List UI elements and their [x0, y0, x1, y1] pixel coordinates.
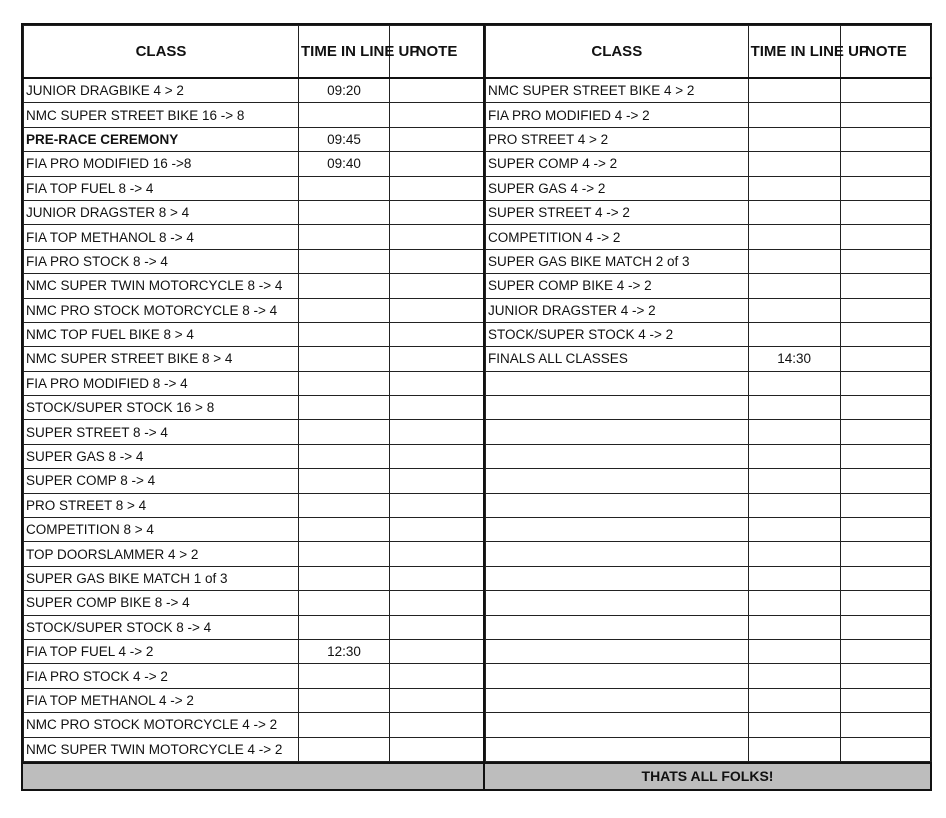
time-column-header: TIME IN LINE UP	[748, 26, 840, 79]
note-cell	[390, 347, 484, 371]
class-cell: STOCK/SUPER STOCK 8 -> 4	[24, 615, 299, 639]
time-cell	[748, 737, 840, 761]
left-schedule-table	[23, 25, 484, 762]
note-cell	[390, 103, 484, 127]
time-cell: 12:30	[299, 639, 390, 663]
note-cell	[840, 518, 931, 542]
class-cell	[486, 566, 749, 590]
note-cell	[390, 737, 484, 761]
schedule-row	[486, 78, 932, 103]
class-cell: SUPER COMP 4 -> 2	[486, 152, 749, 176]
time-cell	[748, 152, 840, 176]
time-cell	[748, 566, 840, 590]
class-cell: FIA PRO MODIFIED 16 ->8	[24, 152, 299, 176]
note-cell	[840, 664, 931, 688]
schedule-row	[24, 127, 484, 151]
class-cell	[486, 615, 749, 639]
note-cell	[840, 615, 931, 639]
class-cell	[486, 591, 749, 615]
schedule-row	[486, 298, 932, 322]
time-cell	[748, 249, 840, 273]
class-cell: JUNIOR DRAGSTER 4 -> 2	[486, 298, 749, 322]
class-cell: SUPER STREET 4 -> 2	[486, 200, 749, 224]
note-cell	[390, 688, 484, 712]
note-cell	[390, 225, 484, 249]
class-cell	[486, 518, 749, 542]
note-cell	[840, 152, 931, 176]
schedule-row	[24, 615, 484, 639]
schedule-row	[486, 518, 932, 542]
note-cell	[390, 78, 484, 103]
time-cell	[748, 542, 840, 566]
schedule-row	[24, 298, 484, 322]
note-cell	[390, 542, 484, 566]
time-cell	[299, 591, 390, 615]
schedule-row	[486, 566, 932, 590]
schedule-row	[486, 322, 932, 346]
schedule-row	[24, 420, 484, 444]
left-schedule-panel	[23, 25, 483, 762]
time-cell	[748, 176, 840, 200]
schedule-row	[24, 274, 484, 298]
schedule-row	[24, 78, 484, 103]
class-cell	[486, 713, 749, 737]
time-cell	[299, 493, 390, 517]
schedule-row	[24, 152, 484, 176]
note-cell	[390, 127, 484, 151]
note-cell	[840, 78, 931, 103]
right-header-row	[486, 26, 932, 79]
class-cell: SUPER STREET 8 -> 4	[24, 420, 299, 444]
note-cell	[390, 396, 484, 420]
time-cell	[299, 176, 390, 200]
class-cell	[486, 688, 749, 712]
schedule-row	[24, 469, 484, 493]
class-cell: SUPER COMP 8 -> 4	[24, 469, 299, 493]
time-cell	[299, 444, 390, 468]
time-cell	[299, 225, 390, 249]
time-cell: 14:30	[748, 347, 840, 371]
note-cell	[840, 127, 931, 151]
schedule-row	[486, 737, 932, 761]
time-cell	[748, 688, 840, 712]
note-cell	[390, 566, 484, 590]
time-cell	[748, 615, 840, 639]
time-cell	[748, 469, 840, 493]
schedule-row	[24, 566, 484, 590]
schedule-row	[486, 713, 932, 737]
schedule-row	[486, 542, 932, 566]
note-cell	[840, 249, 931, 273]
note-cell	[840, 542, 931, 566]
class-cell: PRE-RACE CEREMONY	[24, 127, 299, 151]
schedule-row	[486, 493, 932, 517]
class-cell	[486, 493, 749, 517]
time-cell	[299, 396, 390, 420]
schedule-row	[486, 152, 932, 176]
time-cell	[299, 469, 390, 493]
note-cell	[390, 493, 484, 517]
note-cell	[840, 274, 931, 298]
note-cell	[840, 639, 931, 663]
schedule-row	[24, 664, 484, 688]
note-column-header: NOTE	[390, 26, 484, 79]
class-cell: NMC SUPER STREET BIKE 16 -> 8	[24, 103, 299, 127]
schedule-row	[486, 591, 932, 615]
class-cell: PRO STREET 8 > 4	[24, 493, 299, 517]
time-cell	[299, 518, 390, 542]
schedule-row	[486, 615, 932, 639]
schedule-row	[486, 347, 932, 371]
schedule-row	[24, 200, 484, 224]
right-schedule-panel	[483, 25, 932, 762]
schedule-row	[24, 396, 484, 420]
note-cell	[390, 298, 484, 322]
schedule-row	[24, 347, 484, 371]
class-cell: FINALS ALL CLASSES	[486, 347, 749, 371]
time-cell	[299, 200, 390, 224]
class-cell	[486, 664, 749, 688]
class-cell: PRO STREET 4 > 2	[486, 127, 749, 151]
note-cell	[390, 615, 484, 639]
note-cell	[390, 322, 484, 346]
class-cell: COMPETITION 4 -> 2	[486, 225, 749, 249]
time-cell	[299, 542, 390, 566]
schedule-row	[486, 469, 932, 493]
note-cell	[390, 176, 484, 200]
note-cell	[840, 371, 931, 395]
class-cell: SUPER GAS BIKE MATCH 1 of 3	[24, 566, 299, 590]
note-cell	[840, 298, 931, 322]
time-cell	[299, 737, 390, 761]
class-cell	[486, 737, 749, 761]
footer-message: THATS ALL FOLKS!	[641, 768, 774, 784]
note-cell	[840, 469, 931, 493]
time-cell: 09:45	[299, 127, 390, 151]
class-cell: FIA TOP FUEL 4 -> 2	[24, 639, 299, 663]
time-cell	[299, 713, 390, 737]
time-cell	[299, 298, 390, 322]
class-cell: NMC SUPER TWIN MOTORCYCLE 8 -> 4	[24, 274, 299, 298]
class-cell: JUNIOR DRAGBIKE 4 > 2	[24, 78, 299, 103]
note-cell	[390, 469, 484, 493]
time-cell	[748, 225, 840, 249]
time-cell	[748, 103, 840, 127]
time-cell	[748, 78, 840, 103]
class-cell: FIA TOP METHANOL 4 -> 2	[24, 688, 299, 712]
time-cell	[748, 639, 840, 663]
class-cell: SUPER GAS 8 -> 4	[24, 444, 299, 468]
note-cell	[390, 200, 484, 224]
time-cell	[299, 249, 390, 273]
note-cell	[840, 737, 931, 761]
time-cell	[748, 444, 840, 468]
note-cell	[390, 664, 484, 688]
class-cell	[486, 542, 749, 566]
time-cell	[299, 347, 390, 371]
note-cell	[840, 322, 931, 346]
note-cell	[840, 688, 931, 712]
right-schedule-table	[485, 25, 932, 762]
note-cell	[390, 444, 484, 468]
footer-bar	[23, 762, 930, 789]
note-cell	[840, 225, 931, 249]
schedule-row	[486, 176, 932, 200]
class-cell: SUPER GAS 4 -> 2	[486, 176, 749, 200]
time-cell	[748, 420, 840, 444]
time-cell	[748, 664, 840, 688]
class-cell: TOP DOORSLAMMER 4 > 2	[24, 542, 299, 566]
class-cell: NMC PRO STOCK MOTORCYCLE 8 -> 4	[24, 298, 299, 322]
right-schedule-body	[486, 78, 932, 761]
schedule-row	[24, 591, 484, 615]
schedule-row	[486, 200, 932, 224]
schedule-row	[24, 249, 484, 273]
schedule-row	[24, 493, 484, 517]
note-cell	[840, 103, 931, 127]
class-cell: NMC SUPER TWIN MOTORCYCLE 4 -> 2	[24, 737, 299, 761]
schedule-row	[486, 274, 932, 298]
note-column-header: NOTE	[840, 26, 931, 79]
schedule-row	[486, 103, 932, 127]
schedule-row	[24, 713, 484, 737]
note-cell	[390, 420, 484, 444]
schedule-row	[24, 225, 484, 249]
note-cell	[840, 200, 931, 224]
class-cell: FIA TOP METHANOL 8 -> 4	[24, 225, 299, 249]
note-cell	[840, 591, 931, 615]
time-cell	[748, 713, 840, 737]
class-cell: NMC PRO STOCK MOTORCYCLE 4 -> 2	[24, 713, 299, 737]
note-cell	[840, 347, 931, 371]
class-column-header: CLASS	[24, 26, 299, 79]
class-cell: FIA PRO STOCK 8 -> 4	[24, 249, 299, 273]
time-cell	[748, 396, 840, 420]
schedule-row	[24, 444, 484, 468]
time-cell	[748, 371, 840, 395]
class-cell: SUPER COMP BIKE 4 -> 2	[486, 274, 749, 298]
class-column-header: CLASS	[486, 26, 749, 79]
note-cell	[390, 249, 484, 273]
schedule-row	[486, 664, 932, 688]
note-cell	[390, 274, 484, 298]
schedule-row	[24, 322, 484, 346]
class-cell: NMC SUPER STREET BIKE 8 > 4	[24, 347, 299, 371]
left-header-row	[24, 26, 484, 79]
note-cell	[840, 396, 931, 420]
time-cell	[748, 127, 840, 151]
schedule-row	[24, 176, 484, 200]
note-cell	[390, 713, 484, 737]
time-cell	[299, 371, 390, 395]
time-cell	[748, 200, 840, 224]
time-column-header: TIME IN LINE UP	[299, 26, 390, 79]
class-cell: FIA PRO STOCK 4 -> 2	[24, 664, 299, 688]
schedule-row	[24, 639, 484, 663]
note-cell	[840, 444, 931, 468]
class-cell: FIA PRO MODIFIED 4 -> 2	[486, 103, 749, 127]
time-cell	[299, 274, 390, 298]
time-cell	[299, 566, 390, 590]
time-cell	[299, 420, 390, 444]
note-cell	[840, 493, 931, 517]
class-cell	[486, 396, 749, 420]
schedule-row	[486, 688, 932, 712]
note-cell	[390, 152, 484, 176]
note-cell	[840, 420, 931, 444]
class-cell: NMC SUPER STREET BIKE 4 > 2	[486, 78, 749, 103]
schedule-row	[24, 371, 484, 395]
time-cell	[748, 518, 840, 542]
schedule-row	[486, 420, 932, 444]
class-cell: NMC TOP FUEL BIKE 8 > 4	[24, 322, 299, 346]
time-cell	[748, 298, 840, 322]
time-cell	[299, 103, 390, 127]
schedule-row	[24, 518, 484, 542]
note-cell	[390, 639, 484, 663]
class-cell	[486, 371, 749, 395]
schedule-row	[486, 127, 932, 151]
schedule-row	[24, 737, 484, 761]
note-cell	[390, 518, 484, 542]
schedule-sheet	[21, 23, 932, 791]
left-schedule-body	[24, 78, 484, 761]
class-cell	[486, 444, 749, 468]
time-cell	[299, 322, 390, 346]
schedule-row	[486, 225, 932, 249]
class-cell: COMPETITION 8 > 4	[24, 518, 299, 542]
schedule-row	[24, 542, 484, 566]
class-cell: SUPER COMP BIKE 8 -> 4	[24, 591, 299, 615]
note-cell	[390, 591, 484, 615]
note-cell	[840, 566, 931, 590]
schedule-row	[24, 688, 484, 712]
schedule-row	[486, 639, 932, 663]
class-cell	[486, 420, 749, 444]
time-cell: 09:20	[299, 78, 390, 103]
time-cell	[299, 688, 390, 712]
schedule-row	[24, 103, 484, 127]
time-cell: 09:40	[299, 152, 390, 176]
note-cell	[840, 176, 931, 200]
note-cell	[390, 371, 484, 395]
time-cell	[748, 322, 840, 346]
schedule-row	[486, 444, 932, 468]
note-cell	[840, 713, 931, 737]
schedule-row	[486, 371, 932, 395]
schedule-row	[486, 396, 932, 420]
class-cell: STOCK/SUPER STOCK 4 -> 2	[486, 322, 749, 346]
class-cell: JUNIOR DRAGSTER 8 > 4	[24, 200, 299, 224]
class-cell	[486, 639, 749, 663]
class-cell: FIA TOP FUEL 8 -> 4	[24, 176, 299, 200]
time-cell	[748, 274, 840, 298]
time-cell	[748, 591, 840, 615]
time-cell	[299, 615, 390, 639]
class-cell: SUPER GAS BIKE MATCH 2 of 3	[486, 249, 749, 273]
class-cell: STOCK/SUPER STOCK 16 > 8	[24, 396, 299, 420]
time-cell	[748, 493, 840, 517]
class-cell	[486, 469, 749, 493]
schedule-row	[486, 249, 932, 273]
time-cell	[299, 664, 390, 688]
class-cell: FIA PRO MODIFIED 8 -> 4	[24, 371, 299, 395]
